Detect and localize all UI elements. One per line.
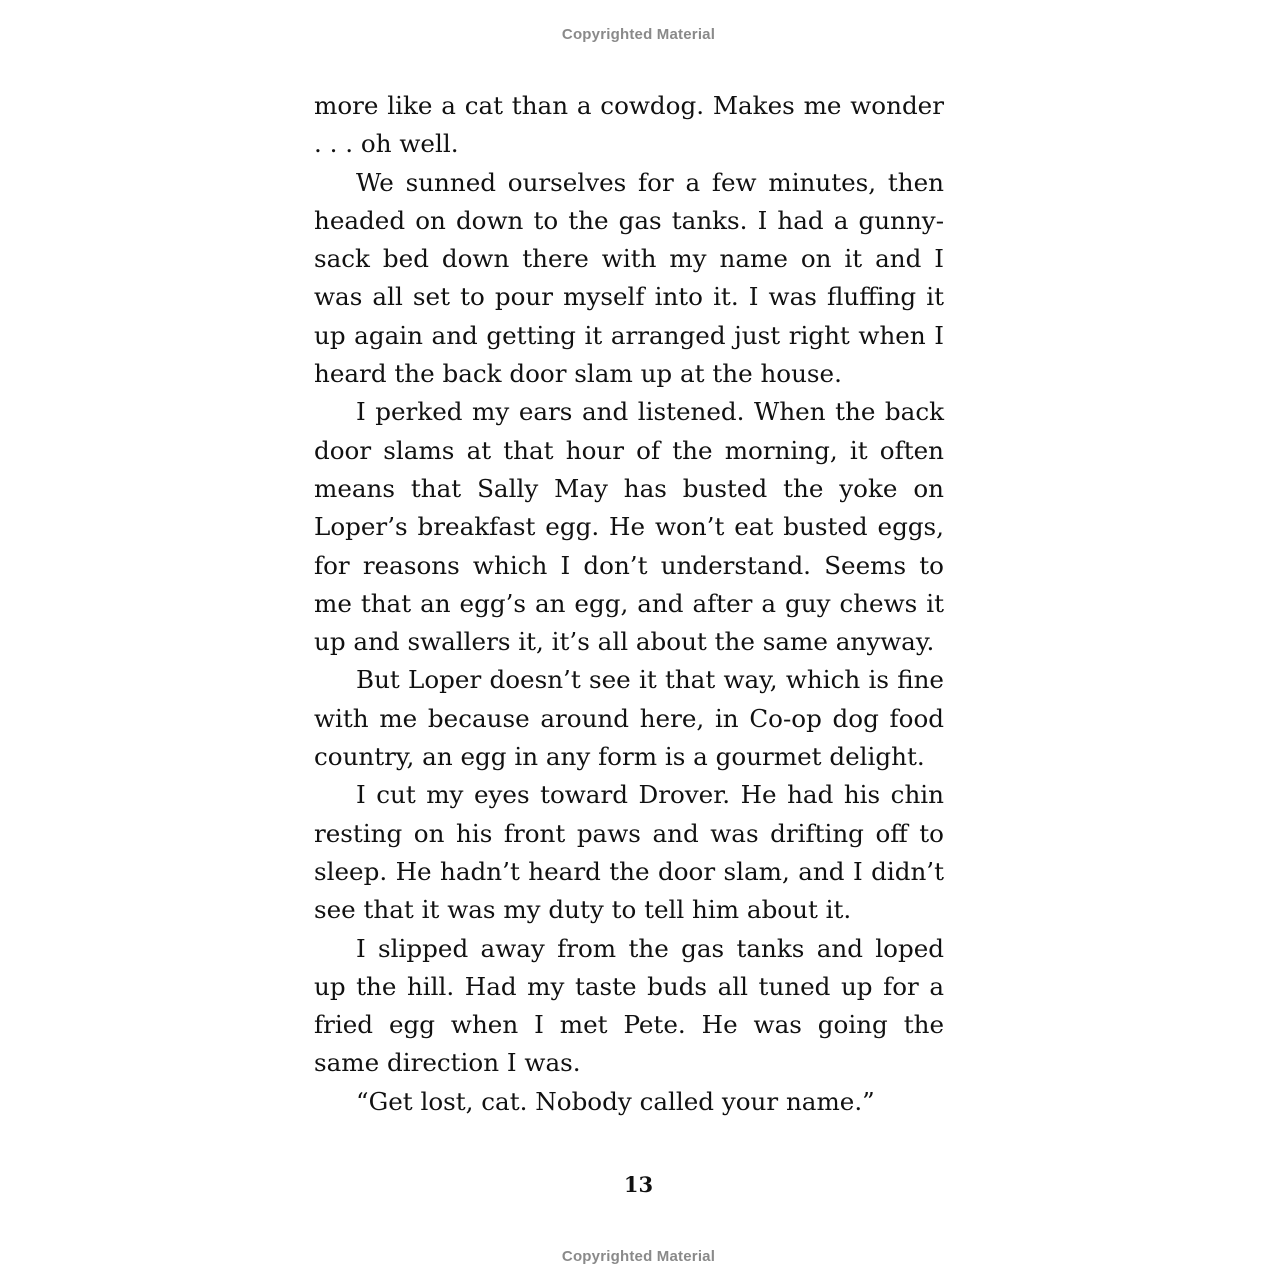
paragraph: We sunned ourselves for a few minutes, then headed on down to the gas tanks. I had a gunnysack bed down there with my name on it and I was all set to pour myself into it. I was fluffing it up again and getting it arranged just right when I heard the back door slam up at the house.	[314, 167, 944, 389]
copyright-watermark-bottom: Copyrighted Material	[561, 1248, 716, 1265]
paragraph: I slipped away from the gas tanks and loped up the hill. Had my taste buds all tuned up for a fried egg when I met Pete. He was going the same direction I was.	[314, 933, 944, 1078]
page-number: 13	[623, 1172, 654, 1197]
paragraph: “Get lost, cat. Nobody called your name.”	[356, 1086, 875, 1116]
paragraph: I perked my ears and listened. When the back door slams at that hour of the morning, it often means that Sally May has busted the yoke on Loper’s breakfast egg. He won’t eat busted eggs, for reasons which I don’t understand. Seems to me that an egg’s an egg, and after a guy chews it up and swallers it, it’s all about the same anyway.	[314, 397, 944, 657]
paragraph-continued: more like a cat than a cowdog. Makes me wonder . . . oh well.	[314, 91, 944, 159]
paragraph: But Loper doesn’t see it that way, which is fine with me because around here, in Co-op dog food country, an egg in any form is a gourmet delight.	[314, 665, 944, 772]
copyright-watermark-top: Copyrighted Material	[561, 26, 716, 43]
page-body-text	[314, 87, 944, 1121]
paragraph: I cut my eyes toward Drover. He had his chin resting on his front paws and was drifting off to sleep. He hadn’t heard the door slam, and I didn’t see that it was my duty to tell him about it.	[314, 780, 944, 925]
